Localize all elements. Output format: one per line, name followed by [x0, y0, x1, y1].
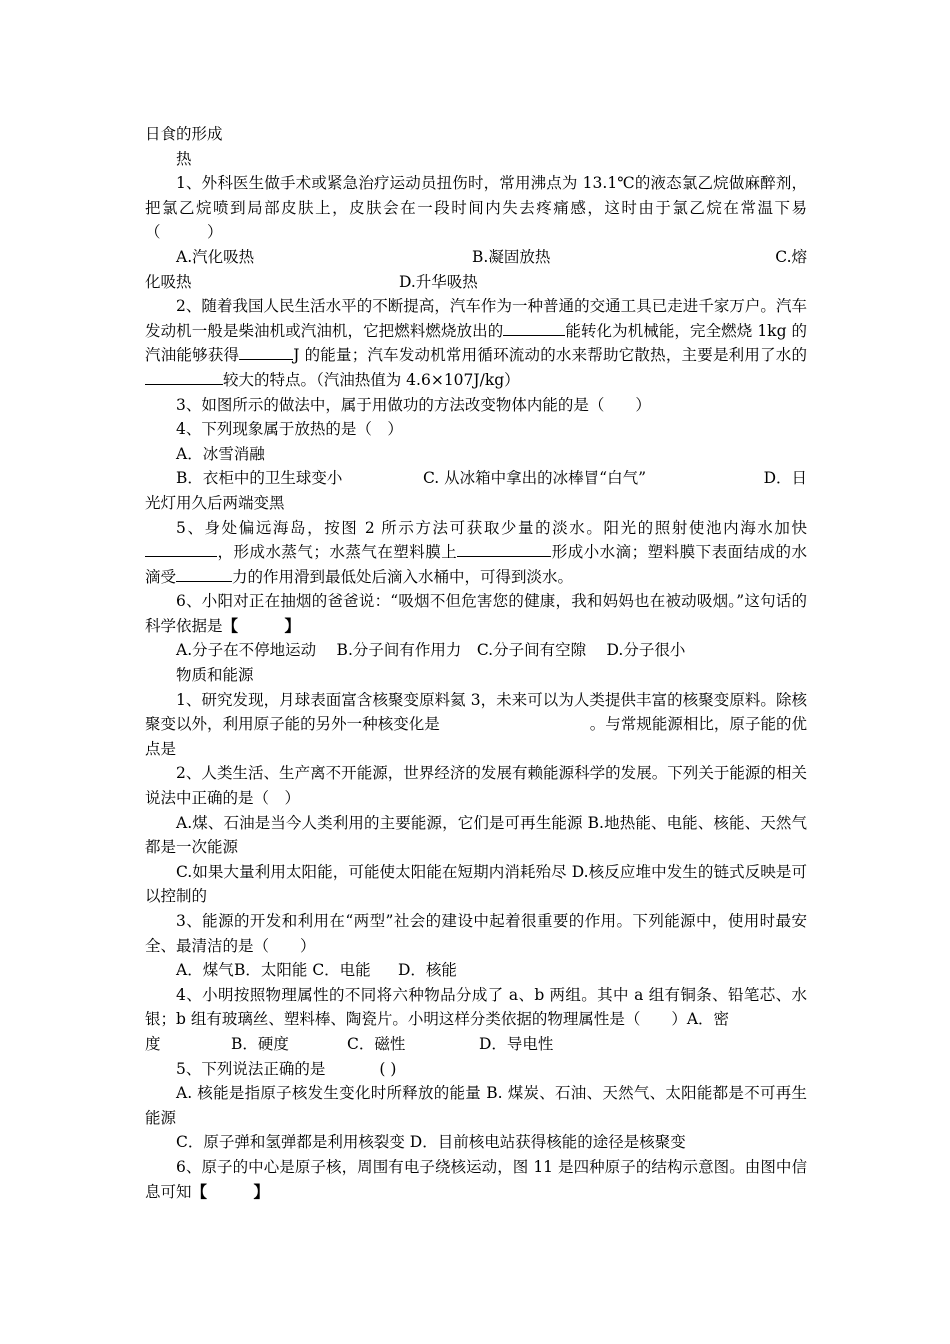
energy-q5-text: 5、下列说法正确的是 — [176, 1059, 326, 1078]
heat-q4-opt-d: D．日 — [763, 469, 807, 488]
section-heat: 热 — [176, 149, 192, 168]
heat-q2 — [145, 294, 807, 392]
heat-q5-part3: 形成小水滴；塑料膜下表面结成的水滴受 — [145, 543, 807, 586]
energy-q2-opt-cd: C.如果大量利用太阳能，可能使太阳能在短期内消耗殆尽 D.核反应堆中发生的链式反映是可以控制的 — [145, 862, 807, 906]
energy-q4-options — [145, 1032, 807, 1057]
energy-q5-opt-ab: A. 核能是指原子核发生变化时所释放的能量 B. 煤炭、石油、天然气、太阳能都是不可再生能源 — [145, 1084, 807, 1127]
blank — [457, 542, 551, 557]
heat-q4-opt-a: A．冰雪消融 — [176, 444, 265, 463]
energy-q1-part1: 1、研究发现，月球表面富含核聚变原料氦 3，未来可以为人类提供丰富的核聚变原料。除核聚变以外，利用原子能的另外一种核变化是 — [145, 690, 807, 734]
heat-q3: 3、如图所示的做法中，属于用做功的方法改变物体内能的是（ ） — [176, 395, 651, 414]
heat-q1-opt-a: A.汽化吸热 — [176, 247, 255, 266]
heat-q6-options: A.分子在不停地运动 B.分子间有作用力 C.分子间有空隙 D.分子很小 — [176, 641, 686, 660]
energy-q6-stem — [145, 1155, 807, 1204]
section-energy: 物质和能源 — [176, 666, 254, 685]
heat-q1-stem: 1、外科医生做手术或紧急治疗运动员扭伤时，常用沸点为 13.1℃的液态氯乙烷做麻醉剂，把氯乙烷喷到局部皮肤上，皮肤会在一段时间内失去疼痛感，这时由于氯乙烷在常温下易（ ） — [145, 174, 807, 242]
heat-q4-stem: 4、下列现象属于放热的是（ ） — [176, 420, 403, 439]
energy-q3-options — [145, 958, 807, 983]
blank — [145, 370, 223, 385]
energy-q2-opt-ab: A.煤、石油是当今人类利用的主要能源，它们是可再生能源 B.地热能、电能、核能、天然气都是一次能源 — [145, 813, 807, 857]
heat-q4-opt-d-cont: 光灯用久后两端变黑 — [145, 493, 285, 512]
energy-q4-opt-b: B．硬度 — [231, 1034, 289, 1053]
energy-q3-opt-a: A．煤气 — [176, 961, 234, 980]
blank — [176, 567, 232, 582]
energy-q4-stem: 4、小明按照物理属性的不同将六种物品分成了 a、b 两组。其中 a 组有铜条、铅笔芯、水银；b 组有玻璃丝、塑料棒、陶瓷片。小明这样分类依据的物理属性是（ ）A．密 — [145, 985, 807, 1029]
heat-q4-opt-b: B．衣柜中的卫生球变小 — [176, 469, 343, 488]
document-page — [145, 122, 807, 1204]
blank — [145, 542, 217, 557]
energy-q4-opt-c: C．磁性 — [347, 1034, 406, 1053]
heading-eclipse: 日食的形成 — [145, 125, 223, 143]
energy-q5-stem — [145, 1057, 807, 1082]
heat-q1-opt-b: B.凝固放热 — [472, 247, 551, 266]
energy-q6-text: 6、原子的中心是原子核，周围有电子绕核运动，图 11 是四种原子的结构示意图。由图中信息可知 — [145, 1157, 807, 1201]
heat-q5-part2: ，形成水蒸气；水蒸气在塑料膜上 — [217, 543, 458, 562]
heat-q2-part4: 较大的特点。（汽油热值为 4.6×107J/kg） — [223, 370, 520, 389]
heat-q4-opt-c: C. 从冰箱中拿出的冰棒冒“白气” — [423, 469, 647, 488]
heat-q5 — [145, 516, 807, 590]
heat-q2-part3: J 的能量；汽车发动机常用循环流动的水来帮助它散热，主要是利用了水的 — [293, 346, 807, 365]
energy-q1 — [145, 688, 807, 762]
heat-q1-opt-c-cont: 化吸热 — [145, 272, 192, 291]
spacer — [342, 958, 398, 983]
energy-q3-opt-d: D．核能 — [398, 961, 457, 980]
heat-q1-options-2 — [145, 270, 807, 295]
answer-bracket: 【 】 — [191, 1181, 270, 1201]
heat-q4-options — [145, 466, 807, 491]
heat-q6-stem — [145, 589, 807, 638]
heat-q1-opt-c: C.熔 — [775, 247, 807, 266]
energy-q2-stem: 2、人类生活、生产离不开能源，世界经济的发展有赖能源科学的发展。下列关于能源的相关说法中正确的是（ ） — [145, 764, 807, 808]
energy-q5-opt-cd: C．原子弹和氢弹都是利用核裂变 D．目前核电站获得核能的途径是核聚变 — [176, 1133, 686, 1152]
energy-q3-stem: 3、能源的开发和利用在“两型”社会的建设中起着很重要的作用。下列能源中，使用时最安全、最清洁的是（ ） — [145, 912, 807, 955]
heat-q2-part1: 2、随着我国人民生活水平的不断提高，汽车作为一种普通的交通工具已走进千家万户。汽车发动机一般是柴油机或汽油机，它把燃料燃烧放出的 — [145, 297, 807, 340]
heat-q5-part1: 5、身处偏远海岛，按图 2 所示方法可获取少量的淡水。阳光的照射使池内海水加快 — [176, 518, 807, 537]
heat-q6-text: 6、小阳对正在抽烟的爸爸说：“吸烟不但危害您的健康，我和妈妈也在被动吸烟。”这句话的科学依据是 — [145, 592, 807, 635]
energy-q1-part2: 。与常规能源相比，原子能的优点是 — [145, 715, 807, 758]
heat-q1-options — [145, 245, 807, 270]
energy-q4-opt-d: D．导电性 — [479, 1034, 554, 1053]
blank — [503, 321, 565, 336]
answer-paren: ( ) — [379, 1059, 397, 1078]
energy-q3-opt-bc: B．太阳能 C．电能 — [234, 961, 371, 980]
heat-q1-opt-d: D.升华吸热 — [399, 272, 478, 291]
heat-q2-part2: 能转化为机械能，完全燃烧 1kg 的汽油能够获得 — [145, 321, 807, 365]
answer-bracket: 【 】 — [222, 615, 301, 635]
energy-q4-opt-a-cont: 度 — [145, 1034, 161, 1053]
heat-q5-part4: 力的作用滑到最低处后滴入水桶中，可得到淡水。 — [232, 567, 574, 586]
blank — [239, 345, 293, 360]
